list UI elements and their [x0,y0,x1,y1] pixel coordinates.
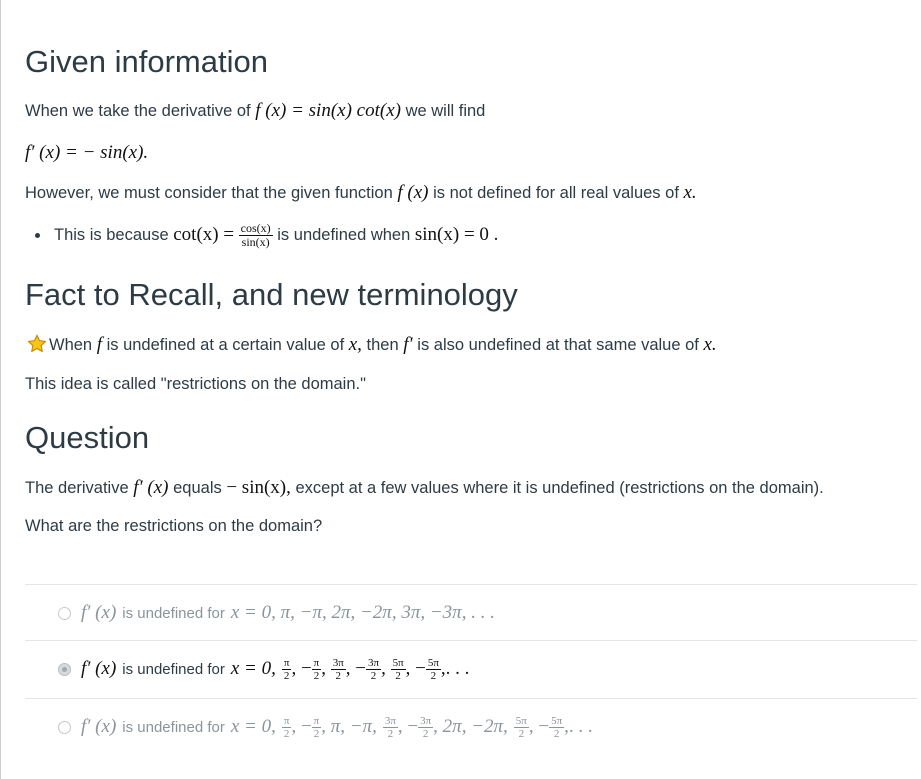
radio-button-2[interactable] [58,663,71,676]
star-icon [27,334,47,353]
fact-line-1: When f is undefined at a certain value of x, then f′ is also undefined at that same value of x. [27,334,717,356]
heading-fact-to-recall: Fact to Recall, and new terminology [25,277,518,312]
fact-line-2: This idea is called "restrictions on the domain." [25,375,366,393]
given-line-1: When we take the derivative of f (x) = sin(x) cot(x) we will find [25,100,486,121]
answer-option-1[interactable]: f′ (x) is undefined for x = 0, π, −π, 2π, −2π, 3π, −3π, . . . [25,584,917,641]
answer-option-3[interactable]: f′ (x) is undefined for x = 0, $\frac{\pi}{2}$ , − $\frac{\pi}{2}$ , π, −π, $\frac{3\pi}{2}$ , − $\frac{3\pi}{2}$ , 2π, −2π, $\frac{5\pi}{2}$ , − $\frac{5\pi}{2}$ , . . . [25,698,917,755]
radio-button-3[interactable] [58,721,71,734]
bullet-cot-explanation: This is because cot(x) = $\frac{\cos(x)}{\sin(x)}$ is undefined when sin(x) = 0 . [35,222,498,249]
question-line-2: What are the restrictions on the domain? [25,517,323,535]
heading-given-information: Given information [25,44,268,79]
left-border [0,0,1,779]
bullet-dot [35,233,40,238]
heading-question: Question [25,420,150,455]
math-f-prime: f′ (x) = − sin(x). [25,142,149,163]
given-line-2 [25,142,148,164]
answer-1-math: x = 0, π, −π, 2π, −2π, 3π, −3π, . . . [230,602,495,623]
question-line-1: The derivative f′ (x) equals − sin(x), except at a few values where it is undefined (restrictions on the domain). [25,477,824,498]
radio-button-1[interactable] [58,607,71,620]
given-line-3: However, we must consider that the given function f (x) is not defined for all real values of x. [25,182,697,203]
answer-option-2[interactable]: f′ (x) is undefined for x = 0, $\frac{\pi}{2}$ , − $\frac{\pi}{2}$ , $\frac{3\pi}{2}$ , − $\frac{3\pi}{2}$ , $\frac{5\pi}{2}$ , − $\frac{5\pi}{2}$ , . . . [25,640,917,697]
cos-over-sin-fraction: $\frac{\cos(x)}{\sin(x)}$ [240,221,271,249]
math-f-definition: f (x) = sin(x) cot(x) [255,100,401,121]
